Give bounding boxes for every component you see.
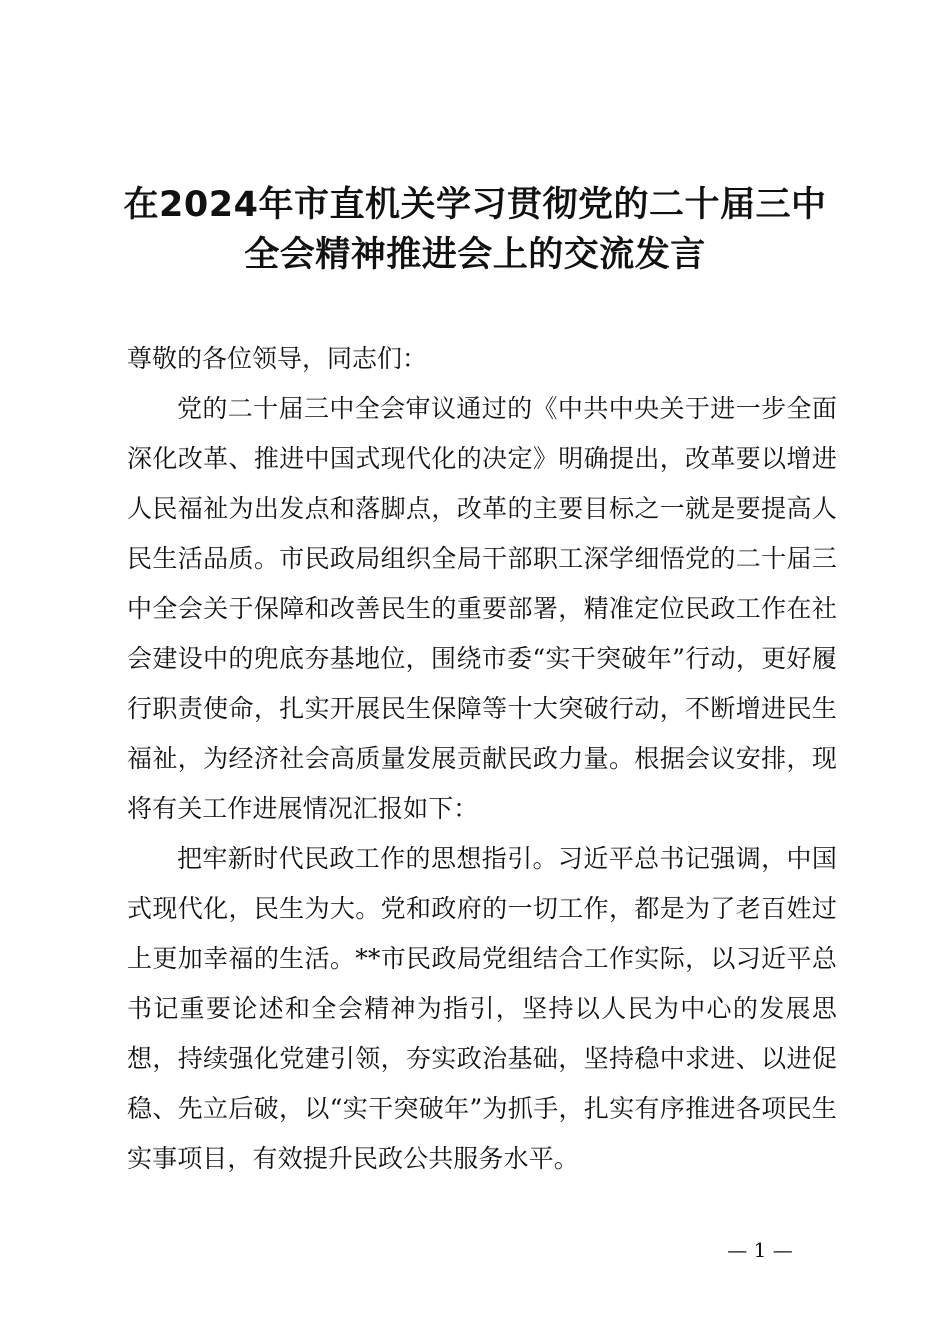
title-line-2: 全会精神推进会上的交流发言	[244, 235, 706, 275]
paragraph-guidance: 把牢新时代民政工作的思想指引。习近平总书记强调，中国式现代化，民生为大。党和政府的一切工作，都是为了老百姓过上更加幸福的生活。**市民政局党组结合工作实际，以习近平总书记重要论述和全会精神为指引，坚持以人民为中心的发展思想，持续强化党建引领，夯实政治基础，坚持稳中求进、以进促稳、先立后破，以“实干突破年”为抓手，扎实有序推进各项民生实事项目，有效提升民政公共服务水平。	[127, 844, 837, 1173]
title-line-1: 在2024年市直机关学习贯彻党的二十届三中	[123, 185, 827, 225]
salutation: 尊敬的各位领导，同志们：	[127, 344, 428, 373]
paragraph-intro: 党的二十届三中全会审议通过的《中共中央关于进一步全面深化改革、推进中国式现代化的决定》明确提出，改革要以增进人民福祉为出发点和落脚点，改革的主要目标之一就是要提高人民生活品质。市民政局组织全局干部职工深学细悟党的二十届三中全会关于保障和改善民生的重要部署，精准定位民政工作在社会建设中的兜底夯基地位，围绕市委“实干突破年”行动，更好履行职责使命，扎实开展民生保障等十大突破行动，不断增进民生福祉，为经济社会高质量发展贡献民政力量。根据会议安排，现将有关工作进展情况汇报如下：	[127, 394, 837, 823]
page-number: — 1 —	[727, 1238, 793, 1262]
document-title	[100, 180, 850, 280]
document-body	[127, 334, 837, 1184]
